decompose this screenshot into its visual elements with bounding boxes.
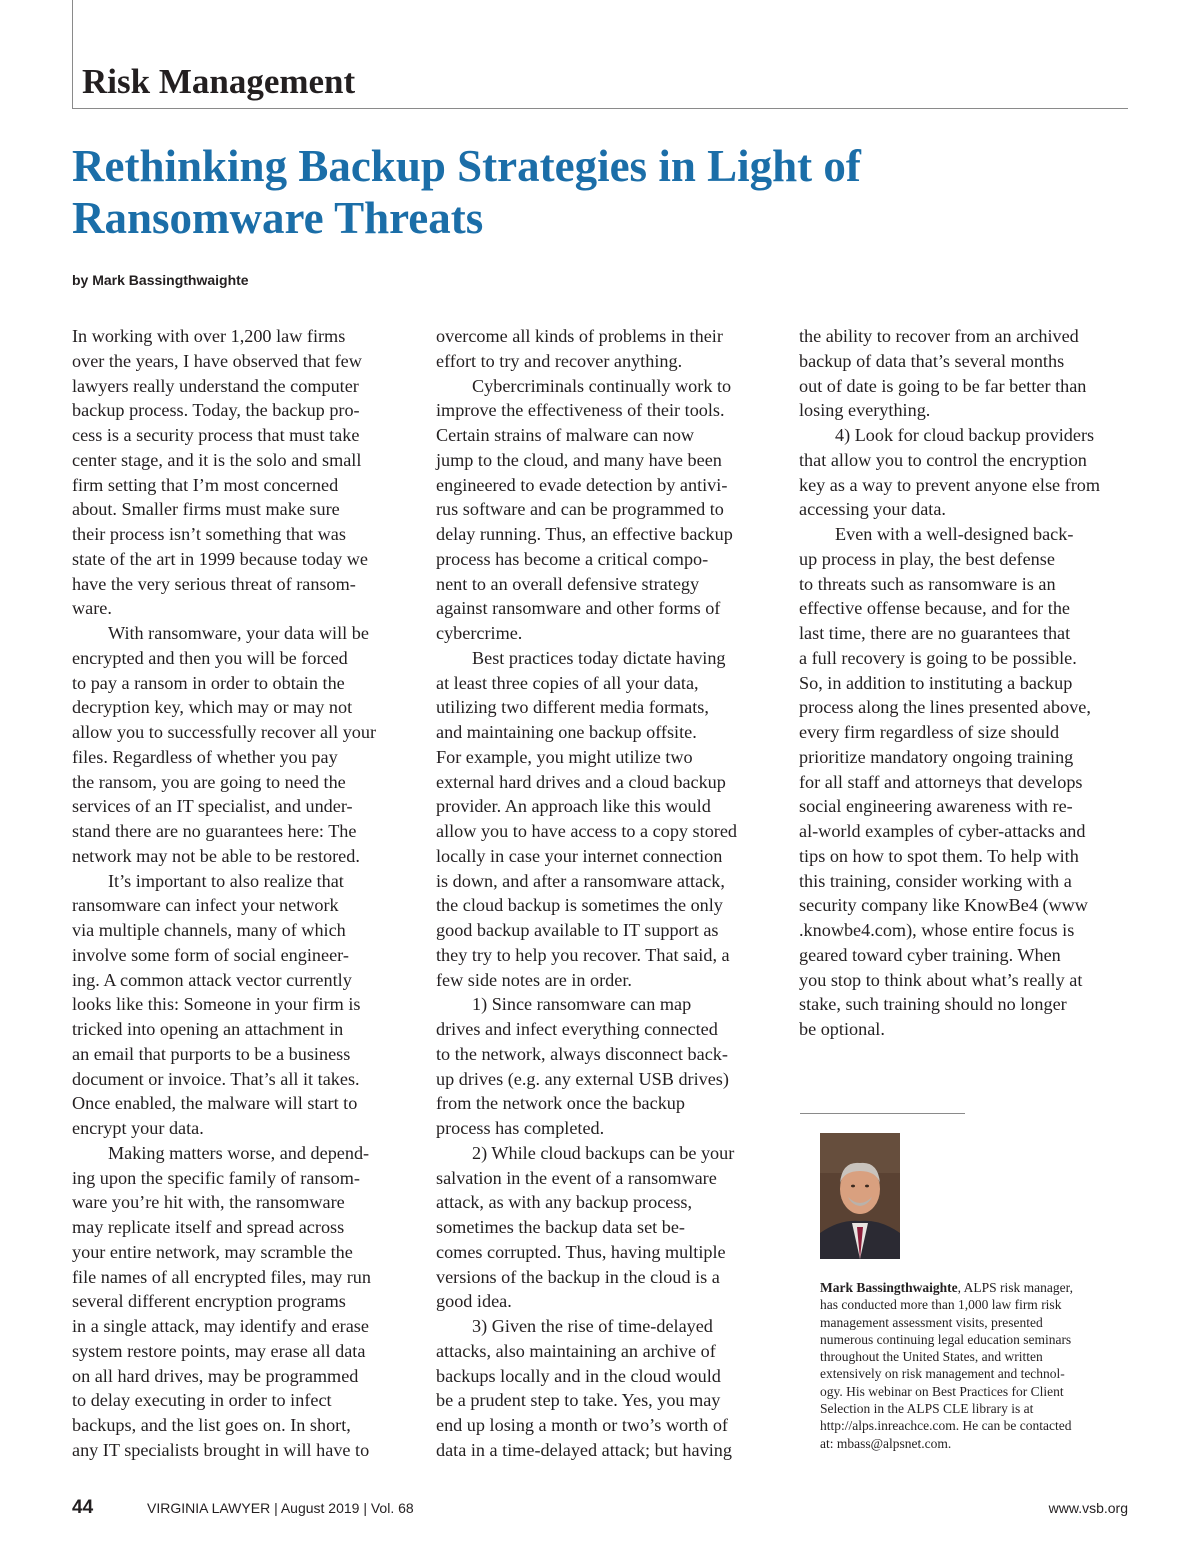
article-line: It’s important to also realize that [108, 870, 344, 891]
article-line: they try to help you recover. That said, a [436, 944, 730, 965]
article-line: files. Regardless of whether you pay [72, 746, 338, 767]
article-line: decryption key, which may or may not [72, 697, 353, 718]
article-line: to delay executing in order to infect [72, 1390, 332, 1411]
article-title-line: Ransomware Threats [72, 193, 484, 243]
article-line: comes corrupted. Thus, having multiple [436, 1241, 726, 1262]
article-line: process has become a critical compo- [436, 548, 709, 569]
article-line: state of the art in 1999 because today we [72, 548, 368, 569]
article-line: to threats such as ransomware is an [799, 573, 1056, 594]
article-line: 2) While cloud backups can be your [472, 1142, 735, 1163]
article-line: ware. [72, 598, 112, 619]
bio-line: throughout the United States, and written [820, 1349, 1043, 1365]
section-label: Risk Management [82, 62, 356, 101]
article-line: data in a time-delayed attack; but having [436, 1439, 732, 1460]
article-line: cess is a security process that must take [72, 425, 360, 445]
article-line: security company like KnowBe4 (www [799, 895, 1088, 916]
article-line: 1) Since ransomware can map [472, 994, 692, 1015]
bio-line: has conducted more than 1,000 law firm risk [820, 1297, 1062, 1313]
article-line: backups, and the list goes on. In short, [72, 1415, 351, 1435]
article-line: good backup available to IT support as [436, 920, 719, 940]
bio-line: Selection in the ALPS CLE library is at [820, 1401, 1034, 1417]
article-line: effective offense because, and for the [799, 598, 1070, 619]
article-line: delay running. Thus, an effective backup [436, 524, 733, 544]
article-line: is down, and after a ransomware attack, [436, 870, 725, 891]
article-line: locally in case your internet connection [436, 845, 723, 866]
article-line: in a single attack, may identify and erase [72, 1316, 369, 1336]
website-link[interactable]: www.vsb.org [1048, 1500, 1128, 1516]
article-column-2 [436, 324, 766, 1463]
article-line: Certain strains of malware can now [436, 425, 695, 445]
article-line: lawyers really understand the computer [72, 375, 359, 396]
article-line: al-world examples of cyber-attacks and [799, 821, 1086, 841]
article-line: ing upon the specific family of ransom- [72, 1167, 360, 1188]
article-paragraph [72, 621, 402, 869]
article-line: file names of all encrypted files, may run [72, 1266, 371, 1287]
author-bio [820, 1279, 1130, 1452]
article-line: tips on how to spot them. To help with [799, 845, 1079, 866]
article-line: and maintaining one backup offsite. [436, 722, 697, 742]
article-line: external hard drives and a cloud backup [436, 771, 726, 792]
article-line: For example, you might utilize two [436, 746, 693, 767]
article-line: a full recovery is going to be possible. [799, 647, 1077, 668]
article-line: stand there are no guarantees here: The [72, 821, 357, 841]
bio-line: extensively on risk management and technol- [820, 1366, 1065, 1382]
article-line: Best practices today dictate having [472, 647, 726, 668]
article-line: at least three copies of all your data, [436, 672, 699, 693]
article-line: social engineering awareness with re- [799, 796, 1073, 817]
article-line: on all hard drives, may be programmed [72, 1365, 359, 1386]
article-line: Once enabled, the malware will start to [72, 1093, 358, 1114]
article-line: drives and infect everything connected [436, 1019, 718, 1039]
article-line: may replicate itself and spread across [72, 1217, 345, 1237]
article-line: backup of data that’s several months [799, 350, 1065, 371]
article-line: geared toward cyber training. When [799, 944, 1061, 965]
article-title [72, 140, 972, 244]
article-line: utilizing two different media formats, [436, 697, 709, 718]
article-line: allow you to have access to a copy stored [436, 821, 738, 841]
bio-line: at: mbass@alpsnet.com. [820, 1435, 952, 1451]
author-portrait-graphic [820, 1133, 900, 1259]
article-line: system restore points, may erase all data [72, 1340, 366, 1361]
article-line: ing. A common attack vector currently [72, 969, 352, 990]
article-line: looks like this: Someone in your firm is [72, 994, 361, 1015]
author-photo [820, 1133, 900, 1259]
article-paragraph [436, 324, 766, 374]
article-column-3 [799, 324, 1129, 1042]
article-line: 4) Look for cloud backup providers [835, 425, 1095, 445]
article-line: be optional. [799, 1019, 885, 1039]
article-line: allow you to successfully recover all your [72, 722, 377, 742]
article-line: prioritize mandatory ongoing training [799, 746, 1074, 767]
article-line: the cloud backup is sometimes the only [436, 895, 723, 916]
article-line: provider. An approach like this would [436, 796, 711, 817]
article-line: effort to try and recover anything. [436, 350, 683, 371]
article-line: that allow you to control the encryption [799, 449, 1087, 470]
article-line: improve the effectiveness of their tools. [436, 400, 725, 421]
article-paragraph [436, 1314, 766, 1463]
article-line: their process isn’t something that was [72, 524, 346, 544]
article-paragraph [436, 1141, 766, 1314]
article-line: .knowbe4.com), whose entire focus is [799, 920, 1075, 940]
article-line: process has completed. [436, 1118, 605, 1138]
article-line: With ransomware, your data will be [108, 623, 369, 643]
article-line: In working with over 1,200 law firms [72, 326, 346, 346]
article-line: up drives (e.g. any external USB drives) [436, 1068, 729, 1089]
article-line: engineered to evade detection by antivi- [436, 474, 728, 495]
article-line: losing everything. [799, 400, 931, 421]
article-line: encrypted and then you will be forced [72, 647, 348, 668]
article-line: accessing your data. [799, 499, 946, 520]
article-paragraph [799, 423, 1129, 522]
article-line: attacks, also maintaining an archive of [436, 1340, 716, 1361]
bio-role: , ALPS risk manager, [957, 1280, 1073, 1295]
article-line: ware you’re hit with, the ransomware [72, 1192, 345, 1213]
article-paragraph [436, 646, 766, 993]
publication-info: VIRGINIA LAWYER | August 2019 | Vol. 68 [147, 1500, 414, 1516]
article-line: end up losing a month or two’s worth of [436, 1415, 728, 1435]
article-paragraph [72, 1141, 402, 1463]
article-line: for all staff and attorneys that develops [799, 771, 1083, 792]
article-line: the ransom, you are going to need the [72, 771, 346, 792]
article-line: involve some form of social engineer- [72, 944, 349, 965]
article-line: key as a way to prevent anyone else from [799, 474, 1100, 495]
article-line: firm setting that I’m most concerned [72, 474, 339, 495]
bio-line: ogy. His webinar on Best Practices for Client [820, 1383, 1064, 1399]
article-paragraph [799, 522, 1129, 1042]
article-column-1 [72, 324, 402, 1463]
article-title-line: Rethinking Backup Strategies in Light of [72, 141, 861, 191]
article-line: salvation in the event of a ransomware [436, 1167, 717, 1188]
article-line: ransomware can infect your network [72, 895, 339, 916]
article-line: to pay a ransom in order to obtain the [72, 672, 345, 693]
article-line: few side notes are in order. [436, 969, 632, 990]
section-divider-vertical [72, 0, 73, 108]
article-line: nent to an overall defensive strategy [436, 573, 700, 594]
article-line: an email that purports to be a business [72, 1043, 351, 1064]
article-line: your entire network, may scramble the [72, 1241, 353, 1262]
article-line: this training, consider working with a [799, 870, 1072, 891]
article-paragraph [72, 869, 402, 1141]
article-line: center stage, and it is the solo and small [72, 449, 362, 470]
article-line: cybercrime. [436, 623, 523, 643]
bio-line: management assessment visits, presented [820, 1314, 1043, 1330]
article-line: sometimes the backup data set be- [436, 1217, 685, 1237]
article-line: against ransomware and other forms of [436, 598, 721, 619]
article-line: last time, there are no guarantees that [799, 623, 1071, 643]
article-line: have the very serious threat of ransom- [72, 573, 356, 594]
article-line: encrypt your data. [72, 1118, 204, 1138]
article-line: via multiple channels, many of which [72, 920, 346, 940]
article-line: out of date is going to be far better than [799, 375, 1087, 396]
article-line: So, in addition to instituting a backup [799, 672, 1073, 693]
article-line: overcome all kinds of problems in their [436, 326, 723, 346]
article-paragraph [436, 992, 766, 1141]
bio-author-name: Mark Bassingthwaighte [820, 1280, 958, 1295]
article-line: Cybercriminals continually work to [472, 375, 732, 396]
page-number: 44 [72, 1497, 94, 1518]
article-line: network may not be able to be restored. [72, 845, 360, 866]
article-line: stake, such training should no longer [799, 994, 1067, 1015]
article-line: versions of the backup in the cloud is a [436, 1266, 720, 1287]
bio-first-line [820, 1279, 1130, 1296]
article-line: several different encryption programs [72, 1291, 346, 1312]
article-line: good idea. [436, 1291, 512, 1312]
article-line: backup process. Today, the backup pro- [72, 400, 360, 421]
article-line: any IT specialists brought in will have to [72, 1439, 370, 1460]
article-line: be a prudent step to take. Yes, you may [436, 1390, 721, 1411]
article-line: about. Smaller firms must make sure [72, 499, 340, 520]
article-line: you stop to think about what’s really at [799, 969, 1083, 990]
article-line: Making matters worse, and depend- [108, 1142, 370, 1163]
article-line: to the network, always disconnect back- [436, 1043, 728, 1064]
article-line: backups locally and in the cloud would [436, 1365, 721, 1386]
article-line: every firm regardless of size should [799, 722, 1060, 742]
article-paragraph [72, 324, 402, 621]
article-line: from the network once the backup [436, 1093, 685, 1114]
article-line: rus software and can be programmed to [436, 499, 724, 520]
article-line: up process in play, the best defense [799, 548, 1055, 569]
article-line: 3) Given the rise of time-delayed [472, 1316, 713, 1336]
article-line: services of an IT specialist, and under- [72, 796, 353, 817]
section-divider-horizontal [72, 108, 1128, 109]
byline: by Mark Bassingthwaighte [72, 272, 249, 288]
bio-divider [800, 1113, 965, 1114]
article-paragraph [799, 324, 1129, 423]
article-line: tricked into opening an attachment in [72, 1019, 344, 1039]
article-line: attack, as with any backup process, [436, 1192, 693, 1213]
bio-line: http://alps.inreachce.com. He can be contacted [820, 1418, 1072, 1434]
article-line: jump to the cloud, and many have been [436, 449, 722, 470]
article-line: Even with a well-designed back- [835, 524, 1074, 544]
article-line: over the years, I have observed that few [72, 350, 362, 371]
article-line: process along the lines presented above, [799, 697, 1091, 718]
bio-line: numerous continuing legal education seminars [820, 1331, 1072, 1347]
article-line: document or invoice. That’s all it takes. [72, 1068, 360, 1089]
article-line: the ability to recover from an archived [799, 326, 1079, 346]
article-paragraph [436, 374, 766, 646]
